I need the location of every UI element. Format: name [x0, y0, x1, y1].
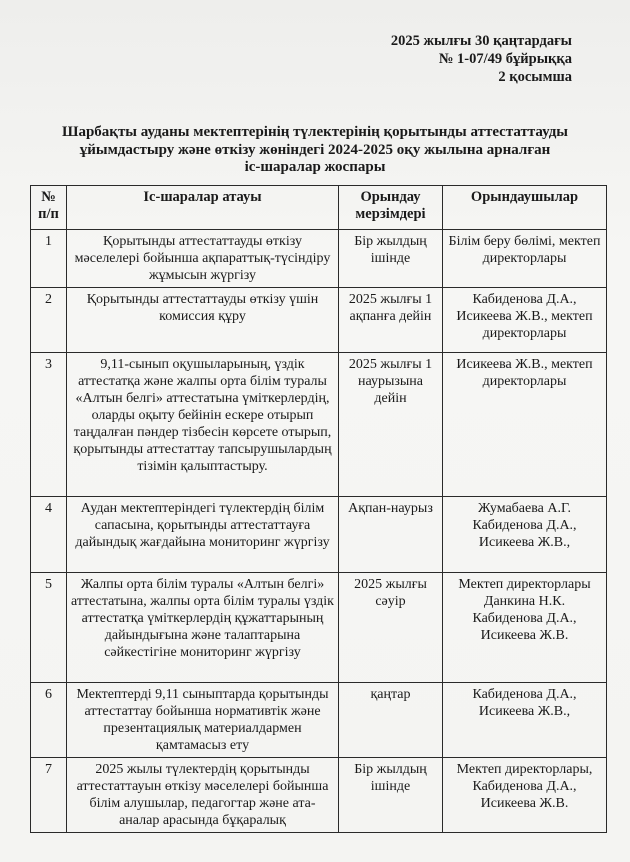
row-num: 5: [31, 573, 67, 683]
row-name: 9,11-сынып оқушыларының, үздік аттестатқа және жалпы орта білім туралы «Алтын белгі» аттестатына үміткерлердің, оларды оқыту бейінін ескере отырып таңдалған пәндер тізбесін көрсете отырып, қорытынды аттестаттау тапсырушылардың тізімін қалыптастыру.: [67, 353, 339, 497]
row-name: Жалпы орта білім туралы «Алтын белгі» аттестатына, жалпы орта білім туралы үздік аттестатқа үміткерлердің құжаттарының дайындығына және талаптарына сәйкестігіне мониторинг жүргізу: [67, 573, 339, 683]
table-row: [31, 497, 607, 573]
row-deadline: 2025 жылғы 1 наурызына дейін: [339, 353, 443, 497]
row-executors: Кабиденова Д.А., Исикеева Ж.В., мектеп директорлары: [443, 288, 607, 353]
title-line-2: ұйымдастыру және өткізу жөніндегі 2024-2025 оқу жылына арналған: [79, 141, 551, 158]
row-num: 1: [31, 230, 67, 288]
row-executors: Кабиденова Д.А., Исикеева Ж.В.,: [443, 683, 607, 758]
header-num: № п/п: [31, 186, 67, 230]
row-num: 6: [31, 683, 67, 758]
row-num: 2: [31, 288, 67, 353]
table-row: [31, 288, 607, 353]
row-deadline: Ақпан-наурыз: [339, 497, 443, 573]
header-name: Іс-шаралар атауы: [67, 186, 339, 230]
row-deadline: 2025 жылғы 1 ақпанға дейін: [339, 288, 443, 353]
table-header-row: [31, 186, 607, 230]
row-executors: Исикеева Ж.В., мектеп директорлары: [443, 353, 607, 497]
table-row: [31, 353, 607, 497]
title-line-3: іс-шаралар жоспары: [244, 159, 386, 175]
row-num: 4: [31, 497, 67, 573]
row-name: Қорытынды аттестаттауды өткізу мәселелері бойынша ақпараттық-түсіндіру жұмысын жүргізу: [67, 230, 339, 288]
row-deadline: 2025 жылғы сәуір: [339, 573, 443, 683]
appendix-date: 2025 жылғы 30 қаңтардағы: [390, 33, 572, 49]
row-name: Аудан мектептеріндегі түлектердің білім сапасына, қорытынды аттестаттауға дайындық жағдайына мониторинг жүргізу: [67, 497, 339, 573]
row-name: Мектептерді 9,11 сыныптарда қорытынды аттестаттау бойынша нормативтік және презентациялық материалдармен қамтамасыз ету: [67, 683, 339, 758]
row-deadline: қаңтар: [339, 683, 443, 758]
table-row: [31, 573, 607, 683]
row-num: 3: [31, 353, 67, 497]
row-executors: Жумабаева А.Г. Кабиденова Д.А., Исикеева Ж.В.,: [443, 497, 607, 573]
row-executors: Білім беру бөлімі, мектеп директорлары: [443, 230, 607, 288]
document-title: [40, 124, 590, 177]
header-deadline: Орындау мерзімдері: [339, 186, 443, 230]
row-name: Қорытынды аттестаттауды өткізу үшін комиссия құру: [67, 288, 339, 353]
title-line-1: Шарбақты ауданы мектептерінің түлектерінің қорытынды аттестаттауды: [61, 124, 568, 140]
table-row: [31, 758, 607, 833]
appendix-order-number: № 1-07/49 бұйрыққа: [438, 51, 572, 67]
header-executors: Орындаушылар: [443, 186, 607, 230]
appendix-note: [391, 32, 572, 86]
action-plan-table: [30, 185, 607, 833]
table-row: [31, 230, 607, 288]
row-num: 7: [31, 758, 67, 833]
row-name: 2025 жылы түлектердің қорытынды аттестаттауын өткізу мәселелері бойынша білім алушылар, педагогтар және ата-аналар арасында бұқаралық: [67, 758, 339, 833]
row-deadline: Бір жылдың ішінде: [339, 758, 443, 833]
table-row: [31, 683, 607, 758]
row-deadline: Бір жылдың ішінде: [339, 230, 443, 288]
appendix-number: 2 қосымша: [498, 69, 572, 85]
row-executors: Мектеп директорлары Данкина Н.К. Кабиденова Д.А., Исикеева Ж.В.: [443, 573, 607, 683]
row-executors: Мектеп директорлары, Кабиденова Д.А., Исикеева Ж.В.: [443, 758, 607, 833]
